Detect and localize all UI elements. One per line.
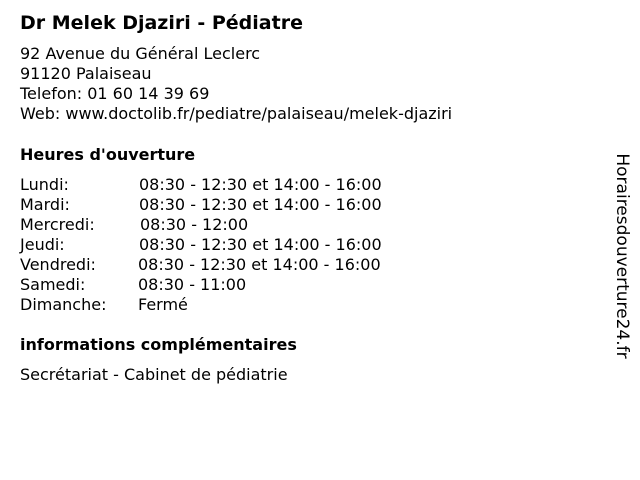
day-label: Lundi:	[20, 175, 69, 194]
contact-info	[20, 44, 452, 124]
time-range: 08:30 - 12:30 et 14:00 - 16:00	[139, 235, 382, 254]
time-range: 08:30 - 12:30 et 14:00 - 16:00	[139, 195, 382, 214]
postal-city: 91120 Palaiseau	[20, 64, 152, 83]
opening-hours-heading: Heures d'ouverture	[20, 145, 196, 164]
time-range: 08:30 - 11:00	[138, 275, 247, 294]
site-watermark: Horairesdouverture24.fr	[612, 153, 632, 359]
additional-info-text: Secrétariat - Cabinet de pédiatrie	[20, 365, 288, 384]
time-range: 08:30 - 12:30 et 14:00 - 16:00	[138, 255, 381, 274]
time-range: 08:30 - 12:00	[140, 215, 249, 234]
day-label: Jeudi:	[20, 235, 65, 254]
page-title: Dr Melek Djaziri - Pédiatre	[20, 12, 303, 34]
day-label: Dimanche:	[20, 295, 107, 314]
additional-info-heading: informations complémentaires	[20, 335, 297, 354]
day-label: Mardi:	[20, 195, 70, 214]
phone-number: Telefon: 01 60 14 39 69	[20, 84, 210, 103]
day-label: Vendredi:	[20, 255, 96, 274]
time-range: 08:30 - 12:30 et 14:00 - 16:00	[139, 175, 382, 194]
street-address: 92 Avenue du Général Leclerc	[20, 44, 261, 63]
day-label: Mercredi:	[20, 215, 95, 234]
website-link[interactable]: Web: www.doctolib.fr/pediatre/palaiseau/melek-djaziri	[20, 104, 453, 123]
day-label: Samedi:	[20, 275, 86, 294]
time-range: Fermé	[138, 295, 188, 314]
